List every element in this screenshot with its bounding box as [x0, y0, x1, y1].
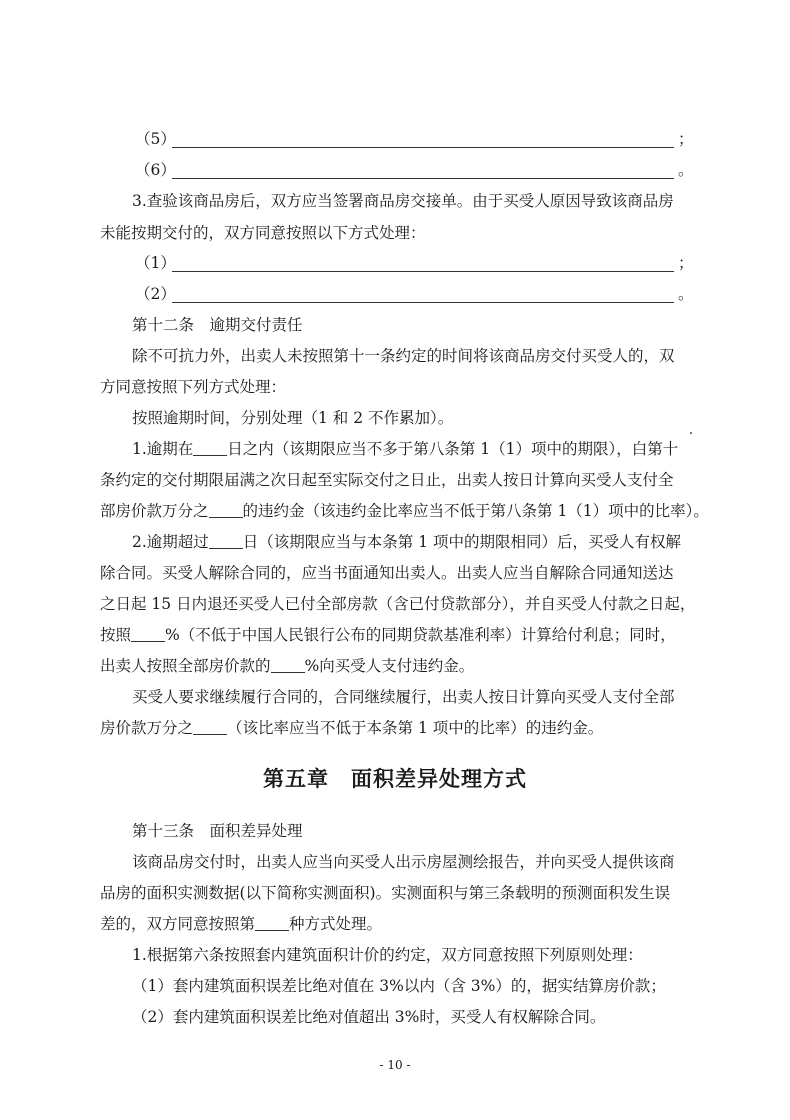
overdue-limit-blank[interactable]: [209, 532, 243, 549]
article12-p1-a: 1.逾期在: [132, 440, 194, 458]
continue-rate-blank[interactable]: [193, 718, 227, 735]
article12-p2-line4: [100, 624, 676, 646]
item-5-label: （5）: [135, 130, 176, 148]
item-1-blank[interactable]: [172, 271, 674, 272]
article12-p2-e: 出卖人按照全部房价款的: [100, 657, 271, 675]
article13-line3: [100, 913, 382, 935]
article12-p1-d: 的违约金（该违约金比率应当不低于第八条第 1（1）项中的比率）。: [242, 502, 709, 520]
page-number: - 10 -: [379, 1058, 411, 1072]
article13-heading: 第十三条 面积差异处理: [132, 822, 303, 840]
article13-rule1-1: （1）套内建筑面积误差比绝对值在 3%以内（含 3%）的，据实结算房价款；: [132, 977, 666, 995]
article13-line1: 该商品房交付时，出卖人应当向买受人出示房屋测绘报告，并向买受人提供该商: [132, 853, 675, 871]
interest-rate-blank[interactable]: [131, 625, 165, 642]
article13-b: 种方式处理。: [289, 915, 383, 933]
article12-p3-a: 房价款万分之: [100, 719, 194, 737]
article12-p1-b: 日之内（该期限应当不多于第八条第 1（1）项中的期限），白第十: [227, 440, 679, 458]
item-6-end: 。: [678, 161, 694, 179]
penalty-percent-blank[interactable]: [271, 656, 305, 673]
item-5-end: ；: [678, 130, 694, 148]
item-2-blank[interactable]: [172, 302, 674, 303]
article12-heading: 第十二条 逾期交付责任: [132, 316, 303, 334]
item-2-end: 。: [678, 285, 694, 303]
article12-p2-a: 2.逾期超过: [132, 533, 209, 551]
article12-p2-c: 按照: [100, 626, 132, 644]
item-2-label: （2）: [135, 285, 176, 303]
item-6-blank[interactable]: [172, 178, 674, 179]
item-6-label: （6）: [135, 161, 176, 179]
section11-p3-line1: 3.查验该商品房后，双方应当签署商品房交接单。由于买受人原因导致该商品房: [132, 192, 674, 210]
stray-mark: [690, 432, 692, 434]
article12-p1-line1: [132, 438, 678, 460]
article12-p2-line5: [100, 655, 474, 677]
chapter-title: 第五章 面积差异处理方式: [263, 767, 527, 791]
article12-p2-line1: [132, 531, 681, 553]
article12-p2-line2: 除合同。买受人解除合同的，应当书面通知出卖人。出卖人应当自解除合同通知送达: [100, 564, 674, 582]
article13-line2: 品房的面积实测数据(以下简称实测面积)。实测面积与第三条载明的预测面积发生误: [100, 884, 671, 902]
article12-p2-f: %向买受人支付违约金。: [304, 657, 475, 675]
penalty-rate-blank[interactable]: [209, 501, 243, 518]
overdue-days-blank[interactable]: [193, 439, 227, 456]
article12-p2-line3: 之日起 15 日内退还买受人已付全部房款（含已付贷款部分），并自买受人付款之日起，: [100, 595, 696, 613]
article12-p2-b: 日（该期限应当与本条第 1 项中的期限相同）后，买受人有权解: [242, 533, 682, 551]
article13-a: 差的，双方同意按照第: [100, 915, 256, 933]
article12-p3-b: （该比率应当不低于本条第 1 项中的比率）的违约金。: [227, 719, 604, 737]
method-choice-blank[interactable]: [255, 914, 289, 931]
article12-intro-line3: 按照逾期时间，分别处理（1 和 2 不作累加）。: [132, 409, 454, 427]
article12-p1-line2: 条约定的交付期限届满之次日起至实际交付之日止，出卖人按日计算向买受人支付全: [100, 471, 674, 489]
article12-p1-c: 部房价款万分之: [100, 502, 209, 520]
article12-p2-d: %（不低于中国人民银行公布的同期贷款基准利率）计算给付利息；同时，: [165, 626, 676, 644]
article13-rule1: 1.根据第六条按照套内建筑面积计价的约定，双方同意按照下列原则处理：: [132, 946, 643, 964]
article13-rule1-2: （2）套内建筑面积误差比绝对值超出 3%时，买受人有权解除合同。: [132, 1008, 606, 1026]
item-5-blank[interactable]: [172, 147, 674, 148]
article12-p1-line3: [100, 500, 709, 522]
article12-intro-line1: 除不可抗力外，出卖人未按照第十一条约定的时间将该商品房交付买受人的，双: [132, 347, 675, 365]
article12-p3-line1: 买受人要求继续履行合同的，合同继续履行，出卖人按日计算向买受人支付全部: [132, 688, 675, 706]
article12-p3-line2: [100, 717, 603, 739]
item-1-end: ；: [678, 254, 694, 272]
item-1-label: （1）: [135, 254, 176, 272]
article12-intro-line2: 方同意按照下列方式处理：: [100, 378, 287, 396]
section11-p3-line2: 未能按期交付的，双方同意按照以下方式处理：: [100, 224, 426, 242]
